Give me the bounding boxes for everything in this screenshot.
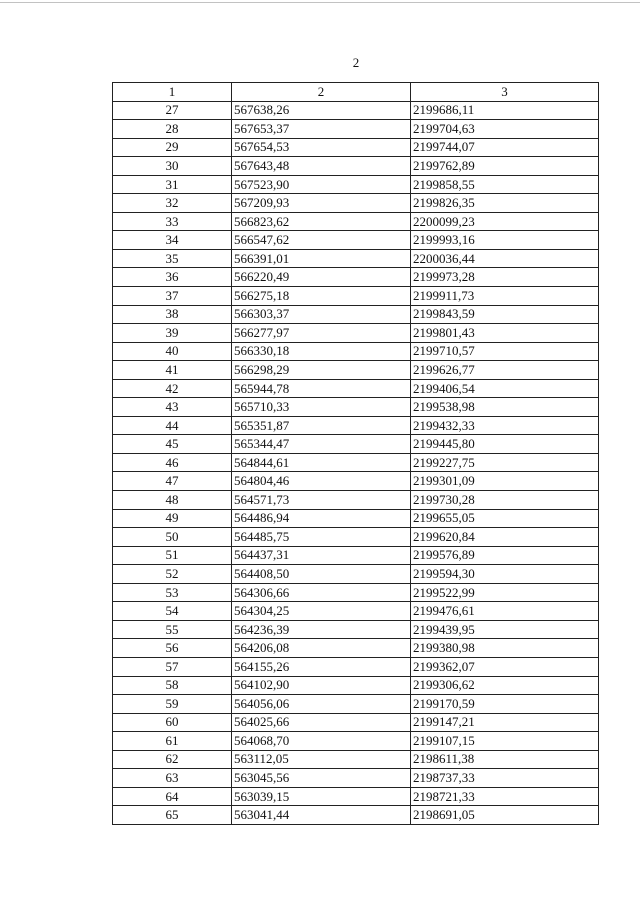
table-row: [113, 342, 599, 361]
table-row: [113, 249, 599, 268]
table-row: [113, 528, 599, 547]
table-row: [113, 305, 599, 324]
cell-point-number: 57: [113, 657, 232, 676]
cell-point-number: 30: [113, 157, 232, 176]
cell-point-number: 38: [113, 305, 232, 324]
cell-x-coordinate: 563112,05: [232, 750, 411, 769]
column-header-y: 3: [411, 83, 599, 102]
cell-y-coordinate: 2199380,98: [411, 639, 599, 658]
cell-point-number: 61: [113, 732, 232, 751]
cell-x-coordinate: 567643,48: [232, 157, 411, 176]
cell-y-coordinate: 2199730,28: [411, 491, 599, 510]
cell-point-number: 49: [113, 509, 232, 528]
table-row: [113, 157, 599, 176]
cell-y-coordinate: 2199576,89: [411, 546, 599, 565]
column-header-point-number: 1: [113, 83, 232, 102]
cell-point-number: 45: [113, 435, 232, 454]
cell-point-number: 27: [113, 101, 232, 120]
cell-point-number: 37: [113, 287, 232, 306]
cell-point-number: 29: [113, 138, 232, 157]
cell-x-coordinate: 567653,37: [232, 120, 411, 139]
table-row: [113, 620, 599, 639]
table-row: [113, 546, 599, 565]
cell-y-coordinate: 2200036,44: [411, 249, 599, 268]
cell-x-coordinate: 564056,06: [232, 695, 411, 714]
table-row: [113, 676, 599, 695]
cell-y-coordinate: 2199406,54: [411, 379, 599, 398]
cell-x-coordinate: 564025,66: [232, 713, 411, 732]
cell-x-coordinate: 566298,29: [232, 361, 411, 380]
cell-point-number: 63: [113, 769, 232, 788]
cell-y-coordinate: 2199686,11: [411, 101, 599, 120]
cell-y-coordinate: 2199147,21: [411, 713, 599, 732]
cell-x-coordinate: 564571,73: [232, 491, 411, 510]
cell-y-coordinate: 2199227,75: [411, 453, 599, 472]
cell-y-coordinate: 2199911,73: [411, 287, 599, 306]
cell-x-coordinate: 564068,70: [232, 732, 411, 751]
table-row: [113, 639, 599, 658]
cell-point-number: 28: [113, 120, 232, 139]
cell-y-coordinate: 2199710,57: [411, 342, 599, 361]
cell-y-coordinate: 2199826,35: [411, 194, 599, 213]
table-row: [113, 231, 599, 250]
cell-y-coordinate: 2199594,30: [411, 565, 599, 584]
cell-point-number: 47: [113, 472, 232, 491]
cell-x-coordinate: 564102,90: [232, 676, 411, 695]
cell-x-coordinate: 567523,90: [232, 175, 411, 194]
column-header-x: 2: [232, 83, 411, 102]
cell-y-coordinate: 2199801,43: [411, 324, 599, 343]
cell-x-coordinate: 563041,44: [232, 806, 411, 825]
cell-y-coordinate: 2199973,28: [411, 268, 599, 287]
cell-x-coordinate: 564306,66: [232, 583, 411, 602]
cell-x-coordinate: 566391,01: [232, 249, 411, 268]
cell-point-number: 54: [113, 602, 232, 621]
table-row: [113, 287, 599, 306]
table-row: [113, 453, 599, 472]
cell-x-coordinate: 563045,56: [232, 769, 411, 788]
cell-point-number: 42: [113, 379, 232, 398]
cell-y-coordinate: 2198737,33: [411, 769, 599, 788]
cell-y-coordinate: 2198721,33: [411, 787, 599, 806]
cell-point-number: 32: [113, 194, 232, 213]
cell-point-number: 41: [113, 361, 232, 380]
cell-y-coordinate: 2199704,63: [411, 120, 599, 139]
table-row: [113, 509, 599, 528]
cell-x-coordinate: 564206,08: [232, 639, 411, 658]
cell-x-coordinate: 566303,37: [232, 305, 411, 324]
cell-x-coordinate: 563039,15: [232, 787, 411, 806]
table-row: [113, 416, 599, 435]
cell-x-coordinate: 566220,49: [232, 268, 411, 287]
scan-edge-line: [0, 2, 640, 7]
cell-point-number: 53: [113, 583, 232, 602]
cell-x-coordinate: 564844,61: [232, 453, 411, 472]
cell-x-coordinate: 567654,53: [232, 138, 411, 157]
cell-point-number: 33: [113, 212, 232, 231]
cell-y-coordinate: 2198611,38: [411, 750, 599, 769]
cell-x-coordinate: 567638,26: [232, 101, 411, 120]
cell-x-coordinate: 564155,26: [232, 657, 411, 676]
cell-point-number: 52: [113, 565, 232, 584]
cell-x-coordinate: 567209,93: [232, 194, 411, 213]
cell-point-number: 44: [113, 416, 232, 435]
cell-point-number: 36: [113, 268, 232, 287]
cell-y-coordinate: 2199170,59: [411, 695, 599, 714]
table-row: [113, 695, 599, 714]
table-row: [113, 750, 599, 769]
cell-y-coordinate: 2198691,05: [411, 806, 599, 825]
table-row: [113, 175, 599, 194]
cell-y-coordinate: 2199538,98: [411, 398, 599, 417]
table-row: [113, 398, 599, 417]
cell-y-coordinate: 2199445,80: [411, 435, 599, 454]
cell-x-coordinate: 566823,62: [232, 212, 411, 231]
cell-y-coordinate: 2199432,33: [411, 416, 599, 435]
table-row: [113, 379, 599, 398]
table-row: [113, 212, 599, 231]
cell-point-number: 34: [113, 231, 232, 250]
cell-point-number: 60: [113, 713, 232, 732]
cell-point-number: 65: [113, 806, 232, 825]
table-row: [113, 769, 599, 788]
cell-x-coordinate: 564236,39: [232, 620, 411, 639]
cell-point-number: 40: [113, 342, 232, 361]
cell-y-coordinate: 2199522,99: [411, 583, 599, 602]
cell-x-coordinate: 564304,25: [232, 602, 411, 621]
coordinates-table: [112, 82, 599, 825]
table-row: [113, 268, 599, 287]
cell-point-number: 43: [113, 398, 232, 417]
cell-y-coordinate: 2199476,61: [411, 602, 599, 621]
cell-point-number: 56: [113, 639, 232, 658]
table-row: [113, 787, 599, 806]
table-row: [113, 472, 599, 491]
cell-point-number: 58: [113, 676, 232, 695]
cell-point-number: 39: [113, 324, 232, 343]
cell-point-number: 31: [113, 175, 232, 194]
table-row: [113, 602, 599, 621]
cell-x-coordinate: 566277,97: [232, 324, 411, 343]
cell-point-number: 51: [113, 546, 232, 565]
cell-y-coordinate: 2199362,07: [411, 657, 599, 676]
cell-y-coordinate: 2199439,95: [411, 620, 599, 639]
cell-y-coordinate: 2199301,09: [411, 472, 599, 491]
cell-y-coordinate: 2199762,89: [411, 157, 599, 176]
cell-point-number: 48: [113, 491, 232, 510]
table-row: [113, 324, 599, 343]
cell-y-coordinate: 2199993,16: [411, 231, 599, 250]
cell-x-coordinate: 566547,62: [232, 231, 411, 250]
table-row: [113, 101, 599, 120]
table-header-row: [113, 83, 599, 102]
table-row: [113, 435, 599, 454]
table-row: [113, 491, 599, 510]
cell-y-coordinate: 2199620,84: [411, 528, 599, 547]
page-number: 2: [352, 55, 360, 70]
cell-y-coordinate: 2199843,59: [411, 305, 599, 324]
table-row: [113, 657, 599, 676]
cell-x-coordinate: 566330,18: [232, 342, 411, 361]
cell-point-number: 50: [113, 528, 232, 547]
table-row: [113, 565, 599, 584]
cell-x-coordinate: 564486,94: [232, 509, 411, 528]
table-row: [113, 194, 599, 213]
cell-point-number: 46: [113, 453, 232, 472]
cell-x-coordinate: 566275,18: [232, 287, 411, 306]
cell-y-coordinate: 2199655,05: [411, 509, 599, 528]
cell-x-coordinate: 565351,87: [232, 416, 411, 435]
table-row: [113, 120, 599, 139]
cell-x-coordinate: 565710,33: [232, 398, 411, 417]
cell-y-coordinate: 2199626,77: [411, 361, 599, 380]
cell-x-coordinate: 564485,75: [232, 528, 411, 547]
cell-point-number: 62: [113, 750, 232, 769]
cell-x-coordinate: 565344,47: [232, 435, 411, 454]
cell-y-coordinate: 2200099,23: [411, 212, 599, 231]
cell-y-coordinate: 2199744,07: [411, 138, 599, 157]
table-row: [113, 138, 599, 157]
cell-x-coordinate: 564804,46: [232, 472, 411, 491]
cell-x-coordinate: 564437,31: [232, 546, 411, 565]
cell-y-coordinate: 2199858,55: [411, 175, 599, 194]
table-row: [113, 713, 599, 732]
table-row: [113, 583, 599, 602]
cell-point-number: 55: [113, 620, 232, 639]
table-row: [113, 732, 599, 751]
table-body: [113, 101, 599, 824]
cell-x-coordinate: 565944,78: [232, 379, 411, 398]
cell-y-coordinate: 2199107,15: [411, 732, 599, 751]
cell-point-number: 64: [113, 787, 232, 806]
cell-y-coordinate: 2199306,62: [411, 676, 599, 695]
table-row: [113, 806, 599, 825]
cell-x-coordinate: 564408,50: [232, 565, 411, 584]
cell-point-number: 35: [113, 249, 232, 268]
table-row: [113, 361, 599, 380]
cell-point-number: 59: [113, 695, 232, 714]
